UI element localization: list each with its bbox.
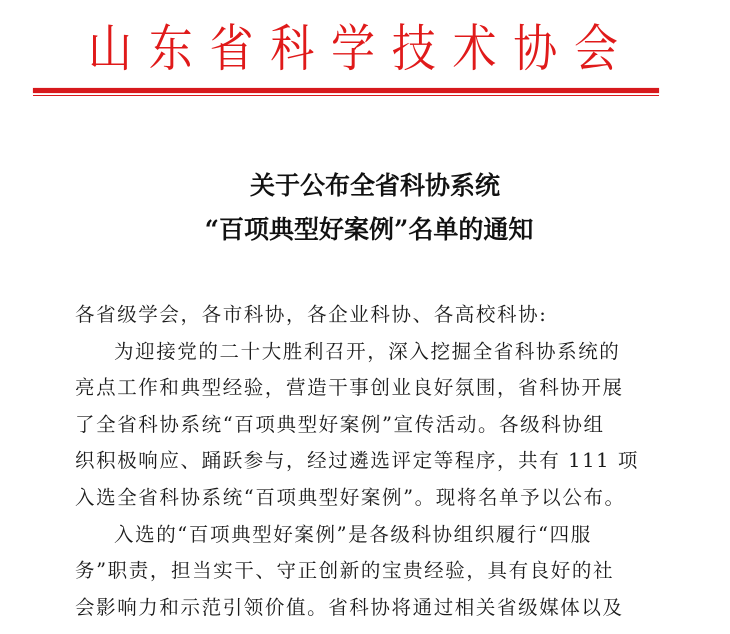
document-title-line-1: 关于公布全省科协系统: [249, 171, 500, 200]
document-title-line-2: “百项典型好案例”名单的通知: [204, 215, 534, 244]
masthead-char: 学: [331, 19, 375, 79]
paragraph-1-line: 了全省科协系统“百项典型好案例”宣传活动。各级科协组: [75, 412, 605, 436]
masthead-char: 省: [209, 19, 254, 79]
paragraph-1-line: 织积极响应、踊跃参与，经过遴选评定等程序，共有 111 项: [75, 449, 640, 473]
paragraph-2-line: 入选的“百项典型好案例”是各级科协组织履行“四服: [114, 522, 592, 546]
masthead-char: 东: [148, 19, 193, 79]
organization-masthead: [88, 14, 618, 79]
paragraph-2-line: 务”职责，担当实干、守正创新的宝贵经验，具有良好的社: [75, 559, 615, 583]
masthead-char: 山: [88, 19, 132, 79]
masthead-divider-thin: [33, 95, 659, 97]
masthead-char: 会: [574, 19, 618, 79]
paragraph-1-line: 入选全省科协系统“百项典型好案例”。现将名单予以公布。: [75, 485, 626, 509]
paragraph-2-line: 会影响力和示范引领价值。省科协将通过相关省级媒体以及: [75, 595, 624, 619]
document-body: [75, 297, 660, 626]
masthead-char: 术: [452, 19, 497, 79]
paragraph-1-line: 为迎接党的二十大胜利召开，深入挖掘全省科协系统的: [114, 339, 621, 363]
masthead-char: 科: [270, 19, 315, 79]
masthead-divider-thick: [33, 88, 659, 93]
salutation: 各省级学会，各市科协，各企业科协、各高校科协:: [75, 303, 548, 326]
masthead-char: 协: [513, 19, 558, 79]
masthead-char: 技: [391, 19, 436, 79]
paragraph-1-line: 亮点工作和典型经验，营造干事创业良好氛围，省科协开展: [75, 376, 624, 400]
